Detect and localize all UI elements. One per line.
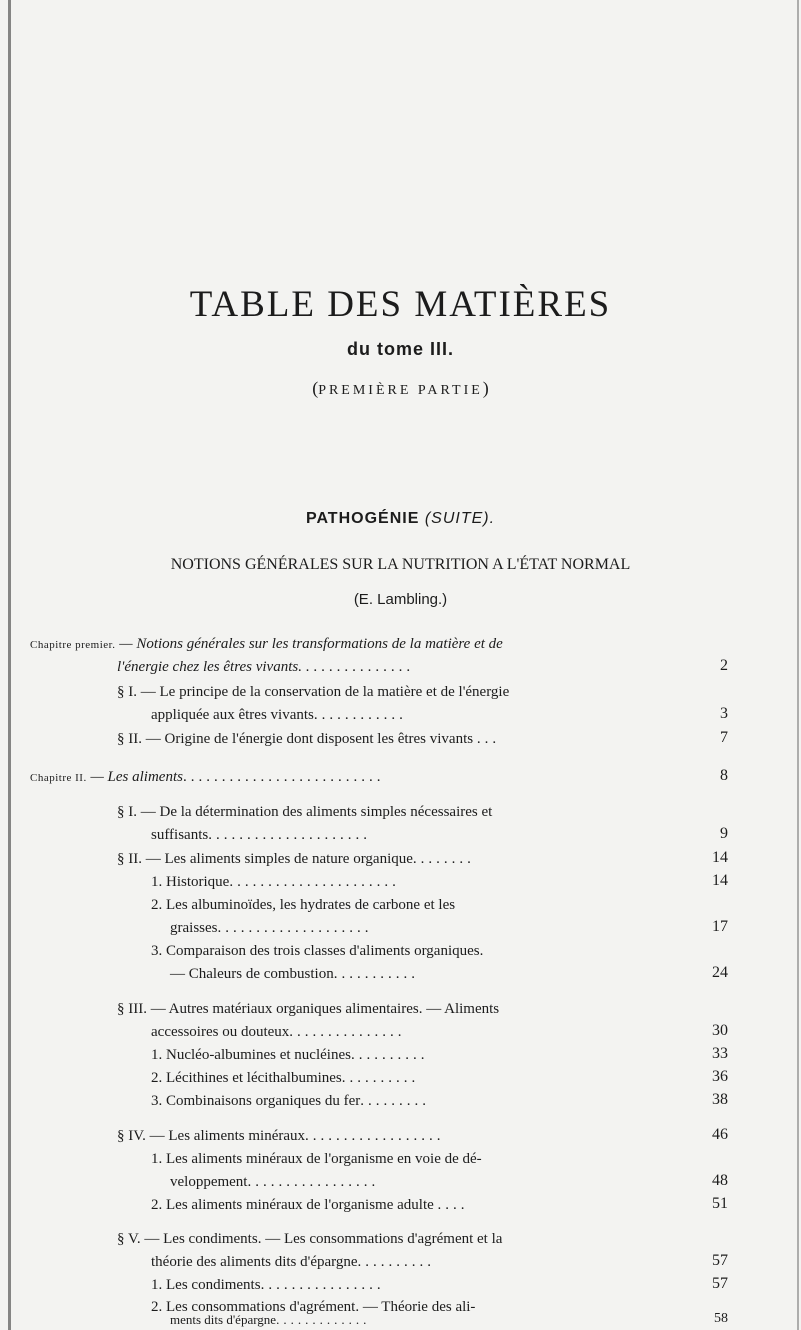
toc-page-number: 30	[712, 1022, 728, 1039]
toc-entry-continuation: graisses....................	[170, 920, 373, 936]
toc-page-number: 48	[712, 1172, 728, 1189]
toc-page-number: 17	[712, 918, 728, 935]
section-title	[0, 510, 801, 528]
toc-entry: § II. — Les aliments simples de nature organique........	[117, 851, 475, 867]
toc-entry-continuation: suffisants.....................	[151, 827, 371, 843]
page-title: TABLE DES MATIÈRES	[189, 284, 612, 325]
author-name: (E. Lambling.)	[353, 591, 448, 608]
toc-entry: § II. — Origine de l'énergie dont disposent les êtres vivants ...	[117, 731, 501, 747]
toc-entry	[30, 635, 503, 654]
toc-entry: 1. Nucléo-albumines et nucléines..........	[151, 1047, 429, 1063]
toc-entry: 1. Les aliments minéraux de l'organisme en voie de dé-	[151, 1151, 482, 1167]
toc-page-number: 58	[714, 1311, 728, 1326]
toc-entry: 2. Les albuminoïdes, les hydrates de carbone et les	[151, 897, 456, 913]
toc-entry: 3. Combinaisons organiques du fer.........	[151, 1093, 431, 1109]
toc-entry-continuation: ments dits d'épargne.............	[170, 1312, 371, 1327]
toc-entry: 1. Les condiments................	[151, 1277, 385, 1293]
toc-entry-continuation: veloppement.................	[170, 1174, 380, 1190]
toc-page-number: 57	[712, 1252, 728, 1269]
toc-entry: 2. Les consommations d'agrément. — Théorie des ali-	[151, 1299, 476, 1315]
toc-entry: 3. Comparaison des trois classes d'aliments organiques.	[151, 943, 484, 959]
toc-page-number: 14	[712, 872, 728, 889]
volume-subtitle: du tome III.	[346, 339, 454, 359]
part-label-text: PREMIÈRE PARTIE	[318, 383, 483, 398]
toc-entry: 1. Historique......................	[151, 874, 400, 890]
toc-entry: 2. Les aliments minéraux de l'organisme adulte ....	[151, 1197, 469, 1213]
toc-entry: Chapitre II. — Les aliments..........................	[30, 769, 385, 785]
toc-entry-continuation: l'énergie chez les êtres vivants...............	[117, 659, 415, 675]
toc-page-number: 33	[712, 1045, 728, 1062]
toc-page-number: 3	[720, 705, 728, 722]
page-edge-right	[797, 0, 799, 1330]
section-name: PATHOGÉNIE	[305, 510, 420, 527]
toc-entry-text: — Notions générales sur les transformations de la matière et de	[119, 636, 503, 652]
toc-page-number: 51	[712, 1195, 728, 1212]
toc-entry: 2. Lécithines et lécithalbumines..........	[151, 1070, 420, 1086]
toc-page-number: 7	[720, 729, 728, 746]
toc-entry: § IV. — Les aliments minéraux..................	[117, 1128, 445, 1144]
chapter-heading: NOTIONS GÉNÉRALES SUR LA NUTRITION A L'ÉTAT NORMAL	[170, 556, 631, 573]
toc-page-number: 46	[712, 1126, 728, 1143]
toc-page-number: 57	[712, 1275, 728, 1292]
toc-entry: § V. — Les condiments. — Les consommations d'agrément et la	[117, 1231, 503, 1247]
toc-page-number: 36	[712, 1068, 728, 1085]
section-suite: (SUITE).	[424, 510, 496, 527]
toc-entry-continuation: théorie des aliments dits d'épargne..........	[151, 1254, 436, 1270]
toc-page-number: 14	[712, 849, 728, 866]
toc-entry: § I. — Le principe de la conservation de la matière et de l'énergie	[117, 684, 510, 700]
toc-page-number: 9	[720, 825, 728, 842]
toc-entry: § I. — De la détermination des aliments simples nécessaires et	[117, 804, 493, 820]
toc-entry-continuation: accessoires ou douteux...............	[151, 1024, 406, 1040]
toc-page-number: 24	[712, 964, 728, 981]
part-label: (PREMIÈRE PARTIE)	[312, 378, 489, 398]
page-edge-left	[8, 0, 11, 1330]
toc-page-number: 2	[720, 657, 728, 674]
toc-entry-continuation: appliquée aux êtres vivants............	[151, 707, 407, 723]
toc-page-number: 8	[720, 767, 728, 784]
toc-page-number: 38	[712, 1091, 728, 1108]
toc-entry-prefix: Chapitre II.	[30, 772, 87, 784]
toc-entry: § III. — Autres matériaux organiques alimentaires. — Aliments	[117, 1001, 500, 1017]
toc-entry-prefix: Chapitre premier.	[30, 639, 116, 651]
toc-entry-continuation: — Chaleurs de combustion...........	[170, 966, 419, 982]
